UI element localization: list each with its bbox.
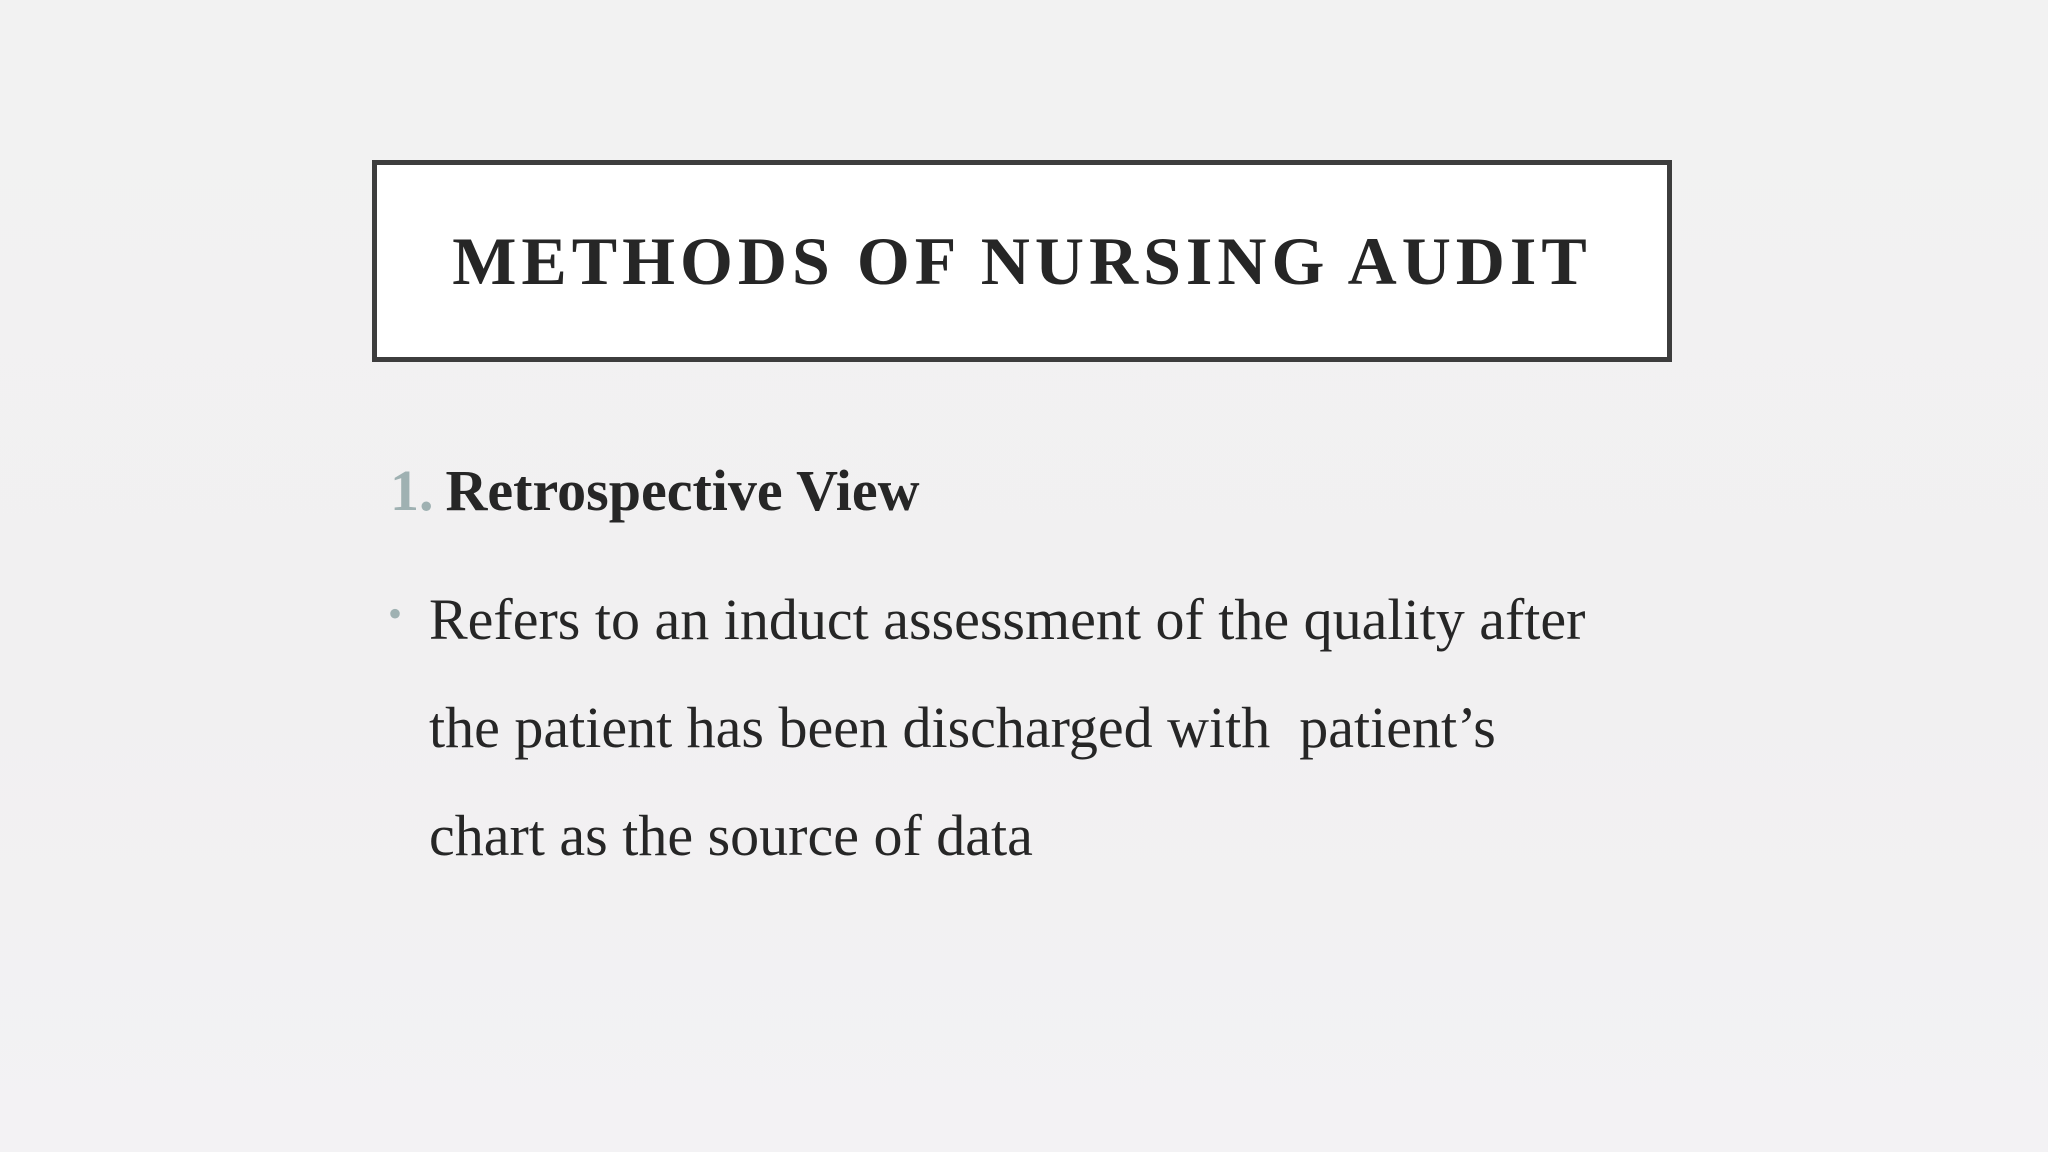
heading-text: Retrospective View bbox=[445, 458, 920, 523]
bullet-line: chart as the source of data bbox=[429, 803, 1033, 868]
bullet-line: the patient has been discharged with patient’s bbox=[429, 695, 1496, 760]
title-box bbox=[372, 160, 1672, 362]
bullet-text bbox=[429, 566, 1678, 890]
slide-title: METHODS OF NURSING AUDIT bbox=[452, 223, 1592, 299]
heading-number: 1. bbox=[390, 458, 434, 523]
section-heading bbox=[390, 456, 920, 526]
bullet-line: Refers to an induct assessment of the quality after bbox=[429, 587, 1586, 652]
bullet-icon: • bbox=[388, 591, 403, 636]
bullet-item bbox=[388, 566, 1678, 890]
